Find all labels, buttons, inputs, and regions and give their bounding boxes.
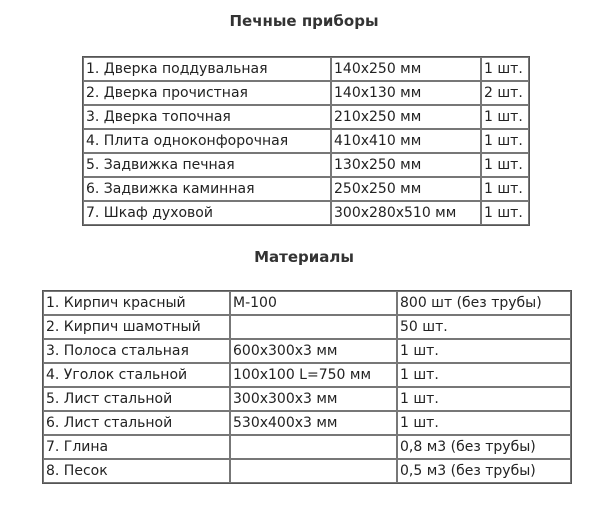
item-size-cell: 130х250 мм xyxy=(331,153,481,177)
item-qty-cell: 1 шт. xyxy=(481,153,529,177)
item-name-cell: 3. Дверка топочная xyxy=(83,105,331,129)
material-name-cell: 2. Кирпич шамотный xyxy=(43,315,230,339)
section-title-materials: Материалы xyxy=(254,248,354,266)
material-spec-cell: 100х100 L=750 мм xyxy=(230,363,397,387)
table-row xyxy=(43,315,571,339)
table-row xyxy=(83,105,529,129)
table-row xyxy=(83,177,529,201)
material-qty-cell: 1 шт. xyxy=(397,411,571,435)
table-row xyxy=(83,81,529,105)
item-size-cell: 410х410 мм xyxy=(331,129,481,153)
material-name-cell: 8. Песок xyxy=(43,459,230,483)
material-qty-cell: 1 шт. xyxy=(397,339,571,363)
table-row xyxy=(43,435,571,459)
table-row xyxy=(43,387,571,411)
material-qty-cell: 50 шт. xyxy=(397,315,571,339)
item-qty-cell: 1 шт. xyxy=(481,105,529,129)
item-size-cell: 250х250 мм xyxy=(331,177,481,201)
table-row xyxy=(43,459,571,483)
material-name-cell: 3. Полоса стальная xyxy=(43,339,230,363)
table-row xyxy=(83,129,529,153)
material-qty-cell: 0,5 м3 (без трубы) xyxy=(397,459,571,483)
item-size-cell: 300х280х510 мм xyxy=(331,201,481,225)
item-size-cell: 210х250 мм xyxy=(331,105,481,129)
table-row xyxy=(83,57,529,81)
item-qty-cell: 1 шт. xyxy=(481,177,529,201)
item-name-cell: 6. Задвижка каминная xyxy=(83,177,331,201)
material-spec-cell: М-100 xyxy=(230,291,397,315)
item-name-cell: 1. Дверка поддувальная xyxy=(83,57,331,81)
material-name-cell: 1. Кирпич красный xyxy=(43,291,230,315)
item-qty-cell: 1 шт. xyxy=(481,57,529,81)
material-name-cell: 6. Лист стальной xyxy=(43,411,230,435)
item-name-cell: 5. Задвижка печная xyxy=(83,153,331,177)
item-qty-cell: 1 шт. xyxy=(481,201,529,225)
material-qty-cell: 0,8 м3 (без трубы) xyxy=(397,435,571,459)
item-qty-cell: 2 шт. xyxy=(481,81,529,105)
materials-table xyxy=(42,290,572,484)
table-row xyxy=(43,291,571,315)
material-qty-cell: 1 шт. xyxy=(397,363,571,387)
stove-devices-table xyxy=(82,56,530,226)
material-qty-cell: 1 шт. xyxy=(397,387,571,411)
item-size-cell: 140х130 мм xyxy=(331,81,481,105)
item-size-cell: 140х250 мм xyxy=(331,57,481,81)
table-row xyxy=(43,339,571,363)
table-row xyxy=(43,411,571,435)
material-spec-cell: 600х300х3 мм xyxy=(230,339,397,363)
material-name-cell: 5. Лист стальной xyxy=(43,387,230,411)
material-name-cell: 7. Глина xyxy=(43,435,230,459)
material-spec-cell xyxy=(230,315,397,339)
material-name-cell: 4. Уголок стальной xyxy=(43,363,230,387)
table-row xyxy=(83,201,529,225)
item-qty-cell: 1 шт. xyxy=(481,129,529,153)
material-spec-cell xyxy=(230,459,397,483)
item-name-cell: 7. Шкаф духовой xyxy=(83,201,331,225)
material-qty-cell: 800 шт (без трубы) xyxy=(397,291,571,315)
material-spec-cell: 530х400х3 мм xyxy=(230,411,397,435)
item-name-cell: 2. Дверка прочистная xyxy=(83,81,331,105)
table-row xyxy=(43,363,571,387)
item-name-cell: 4. Плита одноконфорочная xyxy=(83,129,331,153)
material-spec-cell xyxy=(230,435,397,459)
material-spec-cell: 300х300х3 мм xyxy=(230,387,397,411)
table-row xyxy=(83,153,529,177)
section-title-stove-devices: Печные приборы xyxy=(229,12,379,30)
